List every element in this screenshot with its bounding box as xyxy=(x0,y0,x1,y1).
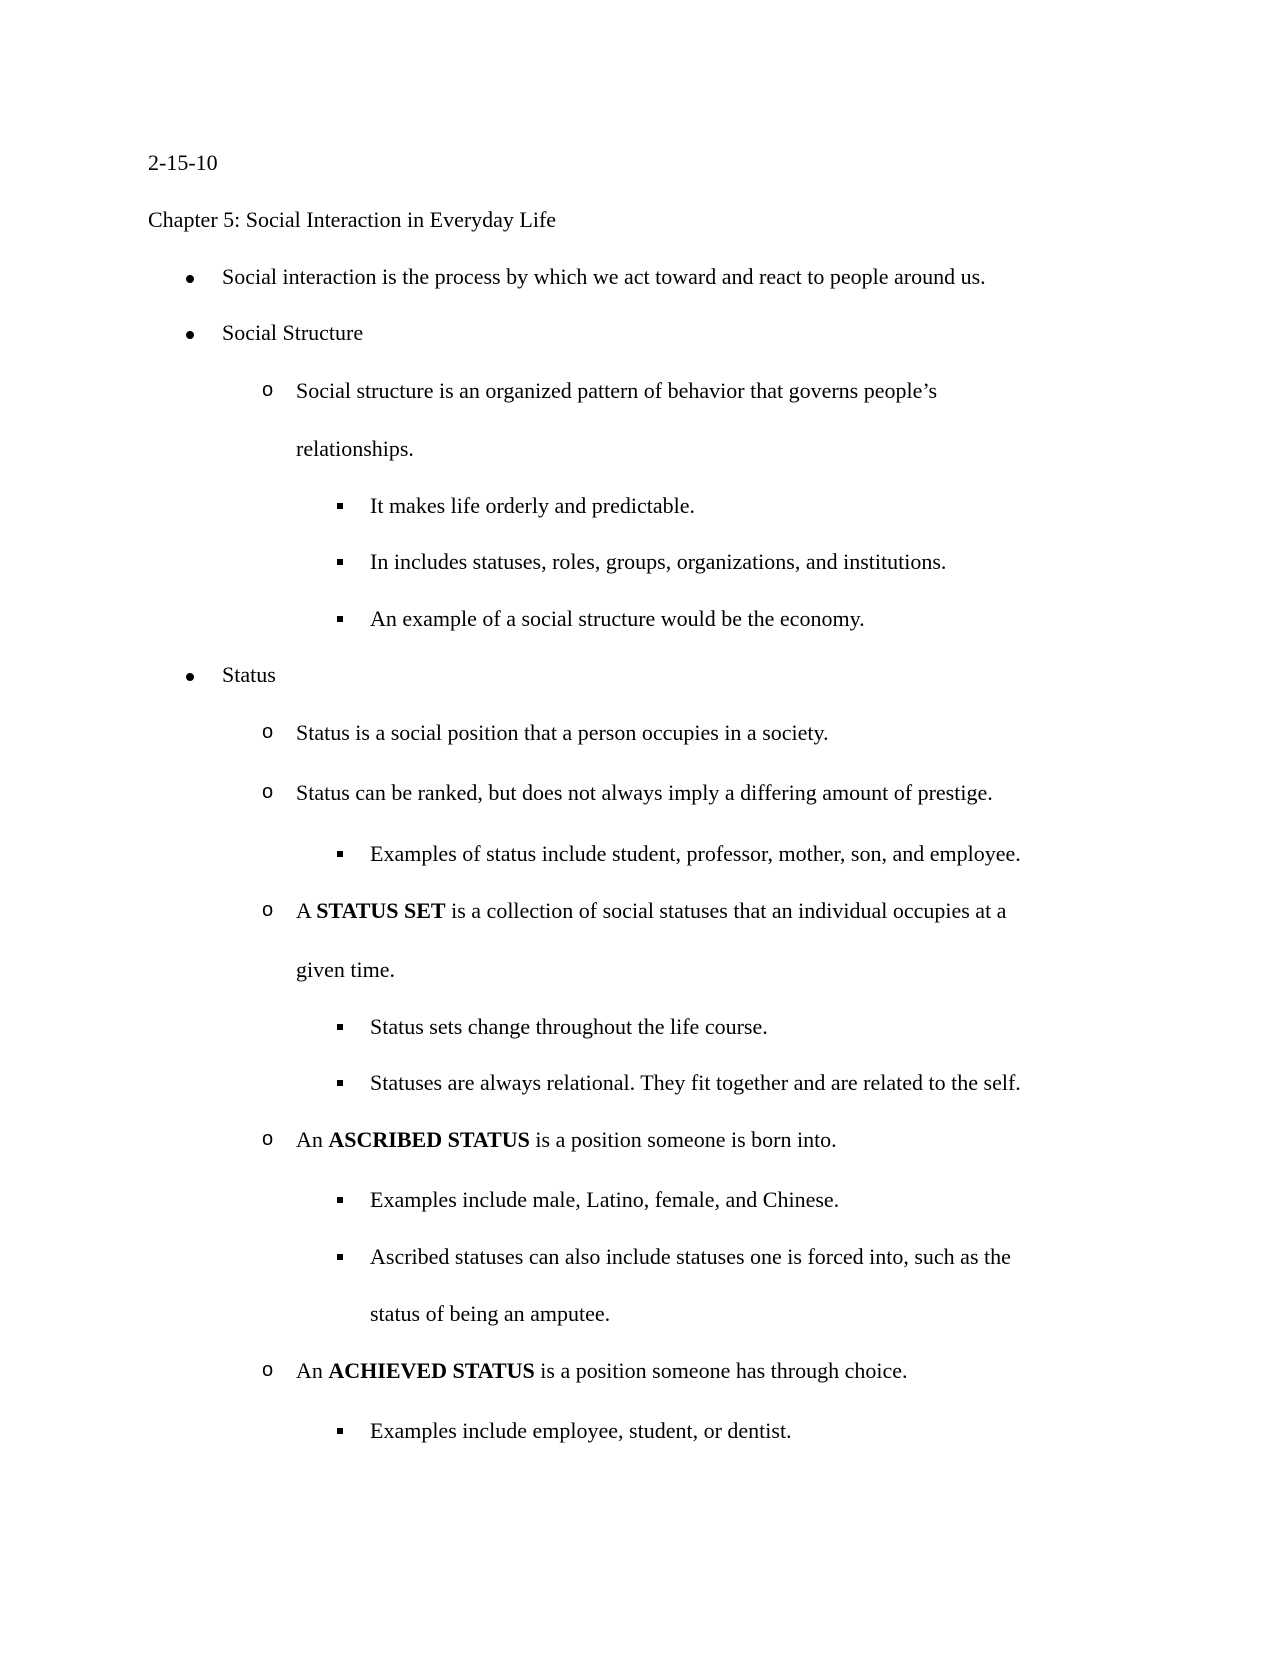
sub-bullet-circle-icon: o xyxy=(262,1359,274,1381)
term-status-set: STATUS SET xyxy=(316,898,446,923)
bullet-disc-icon xyxy=(186,331,194,339)
sub-sub-bullet-square-icon xyxy=(337,559,343,565)
chapter-title: Chapter 5: Social Interaction in Everyday Life xyxy=(148,207,557,232)
sub-sub-bullet-square-icon xyxy=(337,1428,343,1434)
list-item: A STATUS SET is a collection of social statuses that an individual occupies at a xyxy=(296,898,1007,923)
list-item: Ascribed statuses can also include statuses one is forced into, such as the xyxy=(370,1244,1011,1269)
sub-bullet-circle-icon: o xyxy=(262,1128,274,1150)
term-ascribed-status: ASCRIBED STATUS xyxy=(328,1127,530,1152)
list-item: Status can be ranked, but does not always imply a differing amount of prestige. xyxy=(296,780,993,805)
sub-sub-bullet-square-icon xyxy=(337,503,343,509)
sub-sub-bullet-square-icon xyxy=(337,1024,343,1030)
list-item: Social interaction is the process by which we act toward and react to people around us. xyxy=(222,264,986,289)
bullet-disc-icon xyxy=(186,673,194,681)
list-item: Status is a social position that a person occupies in a society. xyxy=(296,720,829,745)
list-item: Examples include employee, student, or dentist. xyxy=(370,1418,792,1443)
list-item: It makes life orderly and predictable. xyxy=(370,493,695,518)
sub-sub-bullet-square-icon xyxy=(337,1254,343,1260)
list-item: Social Structure xyxy=(222,320,364,345)
list-item: Examples of status include student, professor, mother, son, and employee. xyxy=(370,841,1021,866)
list-item: Status xyxy=(222,662,276,687)
sub-sub-bullet-square-icon xyxy=(337,616,343,622)
document-date: 2-15-10 xyxy=(148,150,218,175)
list-item: In includes statuses, roles, groups, organizations, and institutions. xyxy=(370,549,947,574)
list-item: Examples include male, Latino, female, and Chinese. xyxy=(370,1187,840,1212)
sub-bullet-circle-icon: o xyxy=(262,781,274,803)
sub-bullet-circle-icon: o xyxy=(262,379,274,401)
sub-bullet-circle-icon: o xyxy=(262,721,274,743)
list-item-continuation: relationships. xyxy=(296,436,414,461)
term-achieved-status: ACHIEVED STATUS xyxy=(328,1358,535,1383)
sub-sub-bullet-square-icon xyxy=(337,1080,343,1086)
bullet-disc-icon xyxy=(186,275,194,283)
list-item: Social structure is an organized pattern of behavior that governs people’s xyxy=(296,378,938,403)
list-item: Statuses are always relational. They fit together and are related to the self. xyxy=(370,1070,1021,1095)
list-item: An example of a social structure would be the economy. xyxy=(370,606,865,631)
list-item-continuation: given time. xyxy=(296,957,395,982)
list-item: An ASCRIBED STATUS is a position someone is born into. xyxy=(296,1127,837,1152)
sub-sub-bullet-square-icon xyxy=(337,1197,343,1203)
sub-sub-bullet-square-icon xyxy=(337,851,343,857)
list-item-continuation: status of being an amputee. xyxy=(370,1301,611,1326)
list-item: Status sets change throughout the life course. xyxy=(370,1014,768,1039)
sub-bullet-circle-icon: o xyxy=(262,899,274,921)
list-item: An ACHIEVED STATUS is a position someone has through choice. xyxy=(296,1358,908,1383)
